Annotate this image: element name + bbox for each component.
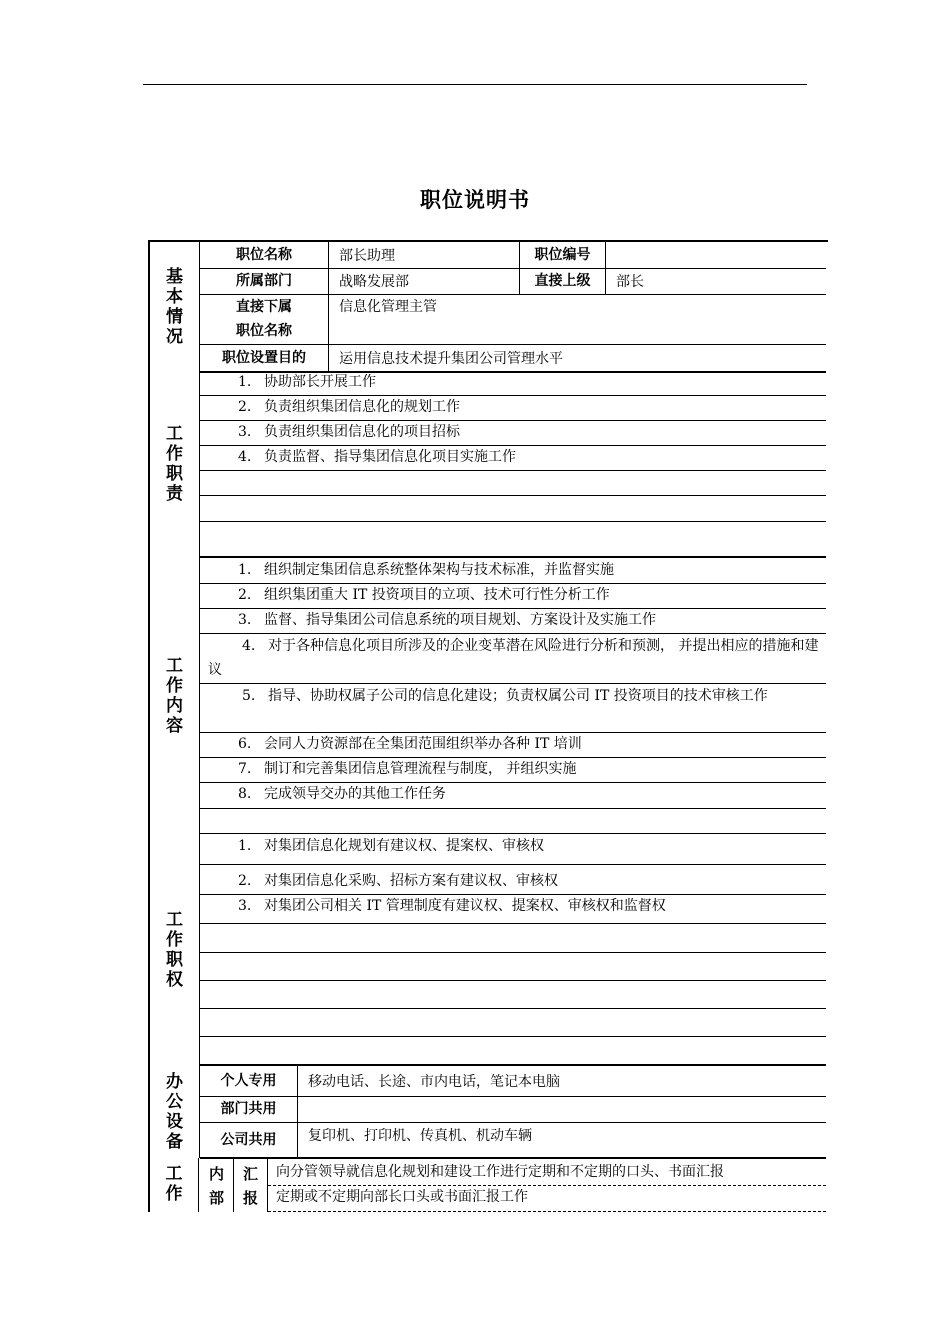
authority-row-empty	[200, 980, 826, 1009]
superior-value: 部长	[616, 274, 644, 290]
subordinate-label	[200, 294, 329, 344]
section-content	[150, 558, 828, 834]
dept-value: 战略发展部	[329, 268, 520, 294]
section-label-content-text: 工作内容	[166, 656, 183, 736]
content-row: 6. 会同人力资源部在全集团范围组织举办各种 IT 培训	[200, 732, 826, 758]
relations-row-1	[268, 1158, 826, 1186]
authority-row-empty	[200, 952, 826, 981]
report-label-cell	[234, 1158, 268, 1212]
section-label-content	[150, 558, 200, 834]
relations-row-2	[268, 1185, 826, 1212]
position-no-label: 职位编号	[520, 242, 606, 268]
authority-text: 对集团信息化采购、招标方案有建议权、审核权	[264, 873, 558, 889]
content-row: 1. 组织制定集团信息系统整体架构与技术标准，并监督实施	[200, 558, 826, 584]
purpose-label: 职位设置目的	[200, 344, 329, 371]
duty-text: 协助部长开展工作	[264, 374, 376, 390]
row-position	[200, 242, 826, 269]
authority-row-empty	[200, 1036, 826, 1066]
superior-label: 直接上级	[520, 268, 606, 294]
section-label-relations-text: 工作	[165, 1164, 183, 1204]
position-name-label: 职位名称	[200, 242, 329, 268]
authority-row: 2. 对集团信息化采购、招标方案有建议权、审核权	[200, 864, 826, 895]
header-rule	[143, 84, 807, 85]
authority-text: 对集团信息化规划有建议权、提案权、审核权	[264, 838, 544, 854]
position-name-value: 部长助理	[329, 242, 520, 268]
relations-line2: 定期或不定期向部长口头或书面汇报工作	[276, 1189, 528, 1205]
subordinate-label-line1: 直接下属	[236, 299, 292, 315]
authority-row: 3. 对集团公司相关 IT 管理制度有建议权、提案权、审核权和监督权	[200, 894, 826, 924]
duty-text: 负责监督、指导集团信息化项目实施工作	[264, 449, 516, 465]
equipment-row-personal	[200, 1066, 826, 1097]
subordinate-value: 信息化管理主管	[339, 299, 437, 315]
relations-line1: 向分管领导就信息化规划和建设工作进行定期和不定期的口头、书面汇报	[276, 1164, 724, 1180]
duty-row-empty	[200, 470, 826, 496]
page-title: 职位说明书	[420, 188, 530, 212]
content-row: 3. 监督、指导集团公司信息系统的项目规划、方案设计及实施工作	[200, 608, 826, 634]
internal-label-cell	[200, 1158, 234, 1212]
content-row: 8. 完成领导交办的其他工作任务	[200, 782, 826, 809]
company-share-label: 公司共用	[200, 1122, 298, 1157]
authority-row-empty	[200, 1008, 826, 1037]
authority-row-empty	[200, 923, 826, 953]
authority-text: 对集团公司相关 IT 管理制度有建议权、提案权、审核权和监督权	[264, 898, 666, 914]
duty-row: 4. 负责监督、指导集团信息化项目实施工作	[200, 445, 826, 471]
duty-row-empty	[200, 521, 826, 558]
section-label-basic-text: 基本情况	[166, 267, 183, 347]
content-text: 完成领导交办的其他工作任务	[264, 786, 446, 802]
equipment-row-dept	[200, 1096, 826, 1123]
subordinate-label-line2: 职位名称	[236, 323, 292, 339]
authority-row: 1. 对集团信息化规划有建议权、提案权、审核权	[200, 834, 826, 865]
content-row: 7. 制订和完善集团信息管理流程与制度， 并组织实施	[200, 757, 826, 783]
content-text: 组织集团重大 IT 投资项目的立项、技术可行性分析工作	[264, 587, 610, 603]
duty-row: 1. 协助部长开展工作	[200, 370, 826, 396]
section-relations	[150, 1158, 828, 1212]
position-no-value	[606, 242, 826, 268]
duty-text: 负责组织集团信息化的项目招标	[264, 424, 460, 440]
report-label: 汇报	[242, 1165, 258, 1207]
content-text: 指导、协助权属子公司的信息化建设；负责权属公司 IT 投资项目的技术审核工作	[268, 688, 768, 704]
duty-row: 3. 负责组织集团信息化的项目招标	[200, 420, 826, 446]
dept-share-value	[298, 1096, 826, 1122]
row-purpose	[200, 344, 826, 373]
content-row: 5. 指导、协助权属子公司的信息化建设；负责权属公司 IT 投资项目的技术审核工作	[200, 683, 826, 733]
section-label-relations	[150, 1158, 199, 1212]
section-label-authority-text: 工作职权	[166, 910, 183, 990]
content-text: 组织制定集团信息系统整体架构与技术标准，并监督实施	[264, 562, 614, 578]
dept-label: 所属部门	[200, 268, 329, 294]
duty-row: 2. 负责组织集团信息化的规划工作	[200, 395, 826, 421]
section-equipment	[150, 1066, 828, 1158]
row-subordinate	[200, 294, 826, 345]
purpose-value: 运用信息技术提升集团公司管理水平	[339, 350, 563, 367]
section-label-equipment	[150, 1066, 200, 1158]
personal-value: 移动电话、长途、市内电话，笔记本电脑	[308, 1074, 560, 1090]
dept-share-label: 部门共用	[200, 1096, 298, 1122]
equipment-row-company	[200, 1122, 826, 1159]
section-basic	[150, 240, 828, 372]
content-row: 2. 组织集团重大 IT 投资项目的立项、技术可行性分析工作	[200, 583, 826, 609]
content-text: 制订和完善集团信息管理流程与制度， 并组织实施	[264, 761, 577, 777]
duty-row-empty	[200, 495, 826, 522]
section-duties	[150, 370, 828, 558]
content-row-empty	[200, 808, 826, 834]
section-authority	[150, 834, 828, 1066]
section-label-duties	[150, 370, 200, 558]
row-dept	[200, 268, 826, 295]
content-text: 会同人力资源部在全集团范围组织举办各种 IT 培训	[264, 736, 582, 752]
section-label-basic	[150, 242, 200, 372]
content-text: 监督、指导集团公司信息系统的项目规划、方案设计及实施工作	[264, 612, 656, 628]
personal-label: 个人专用	[200, 1066, 298, 1096]
duty-text: 负责组织集团信息化的规划工作	[264, 399, 460, 415]
section-label-authority	[150, 834, 200, 1066]
section-label-duties-text: 工作职责	[166, 424, 183, 504]
job-description-table	[148, 240, 828, 1212]
internal-label: 内部	[208, 1165, 224, 1207]
content-row: 4. 对于各种信息化项目所涉及的企业变革潜在风险进行分析和预测， 并提出相应的措施和建议	[200, 633, 826, 684]
company-share-value: 复印机、打印机、传真机、机动车辆	[308, 1128, 532, 1144]
content-text: 对于各种信息化项目所涉及的企业变革潜在风险进行分析和预测， 并提出相应的措施和建议	[208, 638, 819, 678]
section-label-equipment-text: 办公设备	[166, 1072, 183, 1152]
